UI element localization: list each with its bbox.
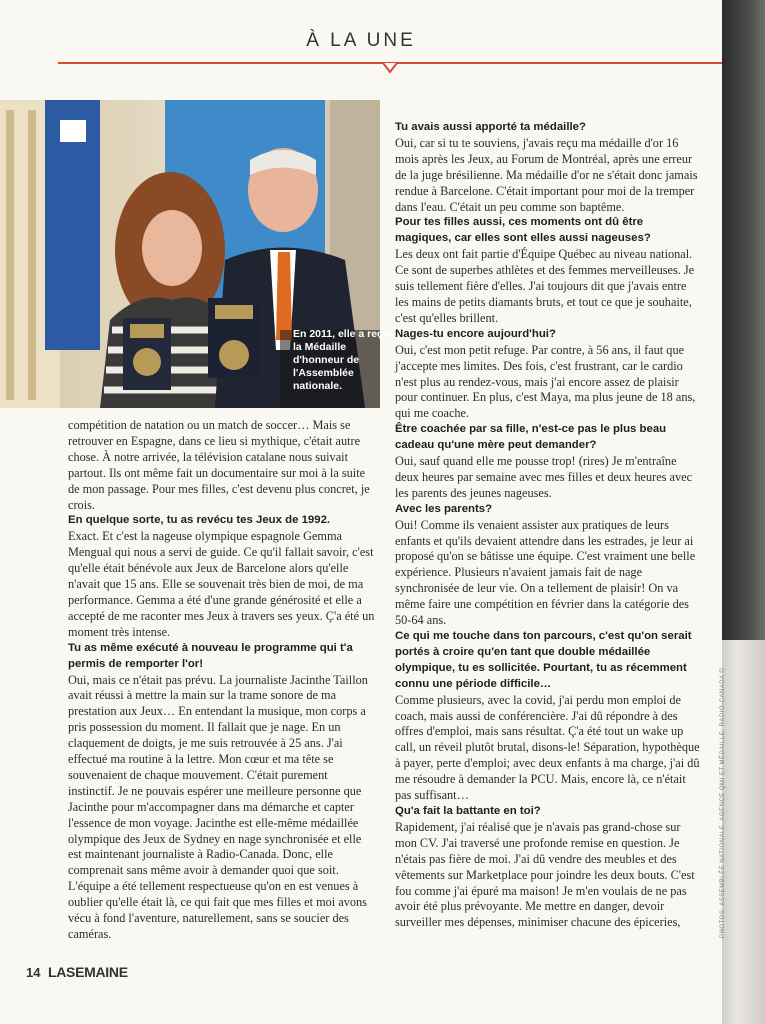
magazine-brand: LASEMAINE — [48, 964, 128, 980]
interview-question: En quelque sorte, tu as revécu tes Jeux de 1992. — [68, 514, 331, 527]
interview-answer: Oui, c'est mon petit refuge. Par contre, à 56 ans, il faut que j'accepte mes limites. Des fois, c'est frustrant, car le cardio n'est plus au rendez-vous, mais j'ai encore assez de plaisir pour continuer. En plus, c'est Maya, ma plus jeune de 18 ans, qui me coache. — [395, 342, 696, 421]
photo-credit: PHOTOS: ASSEMBLÉE NATIONALE, AGENCE QMI ET MÉDAILLE: RADIO-CANADA © — [720, 667, 726, 938]
page-shadow-edge — [722, 0, 765, 640]
interview-question: Nages-tu encore aujourd'hui? — [395, 327, 556, 340]
rule-notch-icon — [383, 62, 397, 76]
right-column — [395, 120, 701, 931]
interview-question: Avec les parents? — [395, 502, 493, 515]
page-number: 14 — [26, 965, 41, 980]
interview-answer: Oui, car si tu te souviens, j'avais reçu ma médaille d'or 16 mois après les Jeux, au Forum de Montréal, après une erreur de la juge brésilienne. Ma médaille d'or ne s'était donc jamais rendue à Barcelone. C'était important pour moi de la tremper dans l'eau. C'était un peu comme son baptême. — [395, 135, 698, 214]
section-title: À LA UNE — [306, 30, 416, 51]
interview-answer: Oui! Comme ils venaient assister aux pratiques de leurs enfants et qu'ils devaient attendre dans les estrades, je leur ai proposé qu'on se bâtisse une équipe. C'est vraiment une belle expérience. Plusieurs n'avaient jamais fait de nage synchronisée de leur vie. On a tellement de plaisir! On va même faire une compétition en février dans la catégorie des 50-64 ans. — [395, 517, 696, 628]
interview-answer: Oui, sauf quand elle me pousse trop! (rires) Je m'entraîne deux heures par semaine avec mes filles et deux heures avec les parents des jeunes nageuses. — [395, 454, 693, 500]
left-column — [68, 418, 376, 943]
interview-question: Être coachée par sa fille, n'est-ce pas le plus beau cadeau qu'une mère peut demander? — [395, 423, 667, 452]
interview-answer: Rapidement, j'ai réalisé que je n'avais pas grand-chose sur mon CV. J'ai traversé une profonde remise en question. Je n'étais pas fière de moi. J'ai dû vendre des meubles et des vêtements sur Marketplace pour joindre les deux bouts. C'est fou comme j'ai épuré ma maison! Je m'en voulais de ne pas avoir été plus prévoyante. Me mettre en danger, devoir surveiller mes dépenses, minimiser chacune des épiceries, — [395, 819, 695, 930]
interview-question: Tu avais aussi apporté ta médaille? — [395, 121, 586, 133]
interview-question: Pour tes filles aussi, ces moments ont dû être magiques, car elles sont elles aussi nageuses? — [395, 216, 651, 245]
interview-answer: Exact. Et c'est la nageuse olympique espagnole Gemma Mengual qui nous a servi de guide. Ce qu'il fallait savoir, c'est qu'elle était bénévole aux Jeux de Barcelone alors qu'elle n'avait que 15 ans. Elle se souvenait très bien de moi, de ma performance. Gemma a été d'une grande générosité et elle a accepté de me raconter mes Jeux à travers ses yeux. Ç'a été un moment très intense. — [68, 529, 375, 639]
interview-question: Ce qui me touche dans ton parcours, c'est qu'on serait portés à croire qu'en tant que double médaillée olympique, tu es sollicitée. Pourtant, tu as récemment connu une période difficile… — [395, 630, 692, 690]
interview-question: Qu'a fait la battante en toi? — [395, 804, 541, 817]
interview-answer: Comme plusieurs, avec la covid, j'ai perdu mon emploi de coach, mais aussi de conférencière. J'ai dû répondre à des offres d'emploi, mais sans résultat. Ç'a été tout un wake up call, un réveil plutôt brutal, disons-le! Séparation, hypothèque à payer, perte d'emploi; avec deux enfants à ma charge, j'ai dû me résoudre à demander la PCU. Mais, encore là, ce n'était pas suffisant… — [395, 692, 700, 803]
interview-answer: compétition de natation ou un match de soccer… Mais se retrouver en Espagne, dans ce lieu si mythique, c'était autre chose. À notre arrivée, la télévision catalane nous suivait partout. Ils ont même fait un documentaire sur moi à la suite de mon passage. Pour mes filles, c'est devenu plus concret, je crois. — [68, 418, 370, 512]
interview-answer: Les deux ont fait partie d'Équipe Québec au niveau national. Ce sont de superbes athlètes et des femmes merveilleuses. Je suis tellement fière d'elles. J'ai toujours dit que j'avais entre les mains de petits diamants bruts, et tout ce que je souhaite, c'est qu'elles brillent. — [395, 247, 695, 325]
interview-question: Tu as même exécuté à nouveau le programme qui t'a permis de remporter l'or! — [68, 641, 353, 670]
interview-answer: Oui, mais ce n'était pas prévu. La journaliste Jacinthe Taillon avait réussi à mettre la main sur la trame sonore de ma prestation aux Jeux… En entendant la musique, mon corps a pris possession du moment. Il fallait que je nage. En un claquement de doigts, je me suis retrouvée à 25 ans. J'ai effectué ma routine à la lettre. Mon cœur et ma tête se souvenaient de chaque mouvement. C'était purement instinctif. Je ne pouvais espérer une meilleure personne que Jacinthe pour m'accompagner dans ma démarche et capter l'essence de mon voyage. Jacinthe est elle-même médaillée olympique des Jeux de Sydney en nage synchronisée et elle est maintenant journaliste à Radio-Canada. Donc, elle comprenait sans même avoir à demander quoi que soit. L'équipe a été tellement respectueuse qu'on en est venues à oublier qu'elle était là, ce qui fait que mes filles et moi avons vécu à fond l'aventure, naturellement, sans se soucier des caméras. — [68, 672, 368, 941]
photo-caption: En 2011, elle a reçu la Médaille d'honneur de l'Assemblée nationale. — [293, 328, 390, 392]
